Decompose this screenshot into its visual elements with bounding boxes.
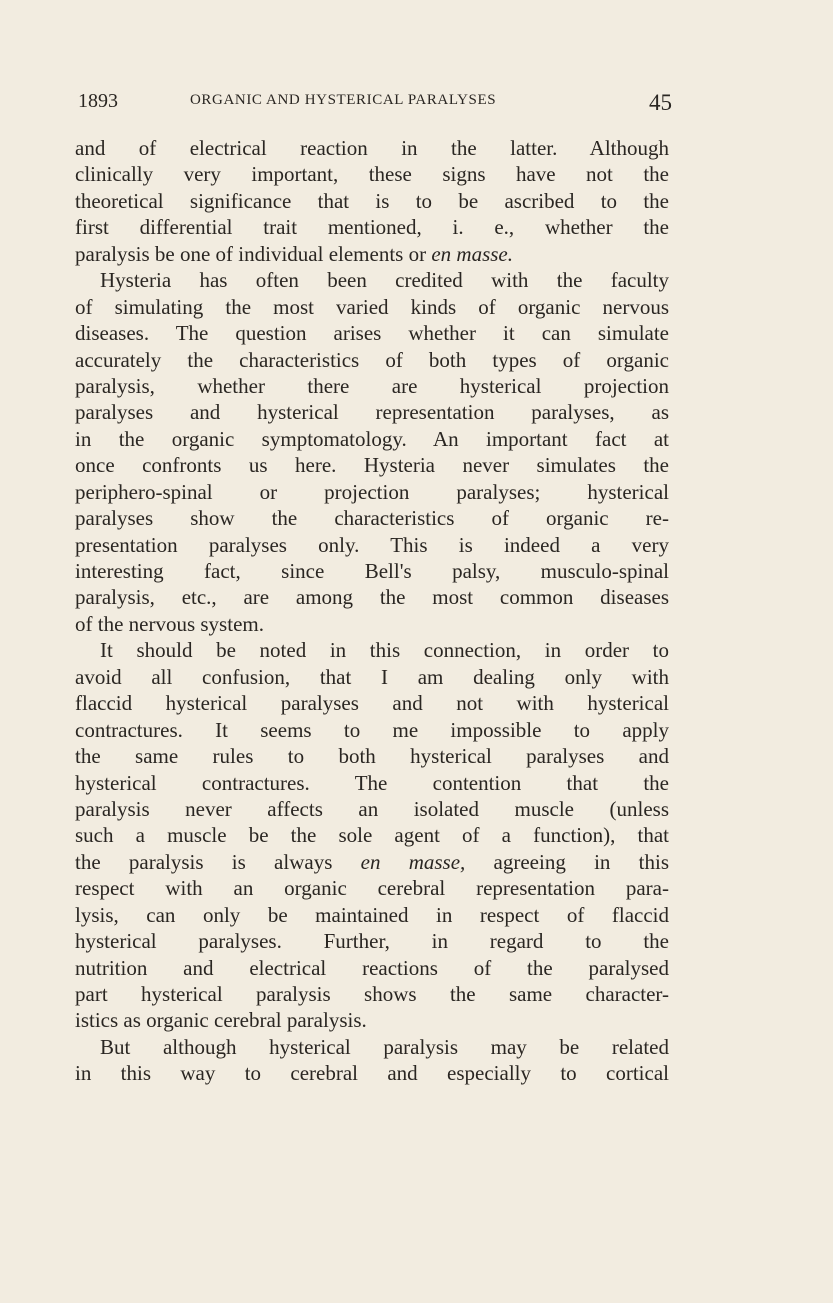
text-line bbox=[75, 347, 669, 373]
line-text: agreeing in this bbox=[465, 849, 669, 874]
line-text: contractures. It seems to me impossible to apply bbox=[75, 717, 669, 742]
line-text: But although hysterical paralysis may be related bbox=[100, 1034, 669, 1059]
line-text: once confronts us here. Hysteria never simulates the bbox=[75, 453, 669, 478]
body-text bbox=[75, 135, 669, 1087]
line-text: presentation paralyses only. This is indeed a very bbox=[75, 532, 669, 557]
text-line bbox=[75, 188, 669, 214]
text-line bbox=[75, 690, 669, 716]
text-line bbox=[75, 796, 669, 822]
line-text: accurately the characteristics of both types of organic bbox=[75, 347, 669, 372]
page-number: 45 bbox=[649, 90, 672, 115]
text-line bbox=[75, 399, 669, 425]
line-text: nutrition and electrical reactions of the paralysed bbox=[75, 955, 669, 980]
text-line bbox=[75, 664, 669, 690]
text-line bbox=[75, 532, 669, 558]
line-text: in this way to cerebral and especially to cortical bbox=[75, 1061, 669, 1086]
text-line bbox=[75, 479, 669, 505]
text-line bbox=[75, 1007, 669, 1033]
text-line bbox=[75, 161, 669, 187]
italic-phrase: en masse. bbox=[431, 241, 513, 266]
line-text: Hysteria has often been credited with the faculty bbox=[100, 268, 669, 293]
line-text: the paralysis is always bbox=[75, 849, 361, 874]
text-line bbox=[75, 584, 669, 610]
text-line bbox=[75, 373, 669, 399]
text-line bbox=[75, 241, 669, 267]
line-text: the same rules to both hysterical paralyses and bbox=[75, 744, 669, 769]
text-line bbox=[75, 214, 669, 240]
line-text: It should be noted in this connection, in order to bbox=[100, 638, 669, 663]
line-text: of the nervous system. bbox=[75, 611, 264, 636]
running-header bbox=[78, 86, 672, 116]
text-line bbox=[75, 928, 669, 954]
text-line bbox=[75, 902, 669, 928]
text-line bbox=[75, 875, 669, 901]
line-text: hysterical contractures. The contention that the bbox=[75, 770, 669, 795]
line-text: such a muscle be the sole agent of a function), that bbox=[75, 823, 669, 848]
line-text: periphero-spinal or projection paralyses; hysterical bbox=[75, 479, 669, 504]
line-text: paralysis be one of individual elements or bbox=[75, 241, 432, 266]
line-text: paralyses show the characteristics of organic re- bbox=[75, 506, 669, 531]
text-line bbox=[75, 849, 669, 875]
line-text: paralysis never affects an isolated muscle (unless bbox=[75, 796, 669, 821]
text-line bbox=[75, 505, 669, 531]
text-line bbox=[75, 135, 669, 161]
line-text: part hysterical paralysis shows the same character- bbox=[75, 982, 669, 1006]
text-line bbox=[75, 294, 669, 320]
line-text: respect with an organic cerebral representation para- bbox=[75, 876, 669, 901]
header-year: 1893 bbox=[78, 90, 118, 112]
text-line bbox=[75, 1060, 669, 1086]
line-text: hysterical paralyses. Further, in regard to the bbox=[75, 929, 669, 954]
text-line bbox=[75, 558, 669, 584]
line-text: and of electrical reaction in the latter. Although bbox=[75, 136, 669, 160]
line-text: of simulating the most varied kinds of organic nervous bbox=[75, 294, 669, 319]
line-text: avoid all confusion, that I am dealing only with bbox=[75, 664, 669, 689]
text-line bbox=[75, 955, 669, 981]
text-line bbox=[75, 611, 669, 637]
line-text: diseases. The question arises whether it can simulate bbox=[75, 321, 669, 346]
text-line bbox=[75, 637, 669, 663]
line-text: paralysis, whether there are hysterical projection bbox=[75, 373, 669, 398]
text-line bbox=[75, 426, 669, 452]
line-text: paralyses and hysterical representation paralyses, as bbox=[75, 400, 669, 425]
text-line bbox=[75, 822, 669, 848]
text-line bbox=[75, 981, 669, 1007]
line-text: flaccid hysterical paralyses and not with hysterical bbox=[75, 691, 669, 716]
text-line bbox=[75, 452, 669, 478]
text-line bbox=[75, 267, 669, 293]
text-line bbox=[75, 320, 669, 346]
line-text: in the organic symptomatology. An important fact at bbox=[75, 426, 669, 451]
running-title: ORGANIC AND HYSTERICAL PARALYSES bbox=[190, 92, 497, 108]
line-text: interesting fact, since Bell's palsy, musculo-spinal bbox=[75, 559, 669, 583]
line-text: lysis, can only be maintained in respect of flaccid bbox=[75, 902, 669, 927]
text-line bbox=[75, 770, 669, 796]
text-line bbox=[75, 1034, 669, 1060]
italic-phrase: en masse, bbox=[360, 849, 466, 874]
line-text: first differential trait mentioned, i. e., whether the bbox=[75, 215, 669, 240]
line-text: istics as organic cerebral paralysis. bbox=[75, 1008, 367, 1033]
line-text: clinically very important, these signs have not the bbox=[75, 162, 669, 187]
text-line bbox=[75, 743, 669, 769]
line-text: theoretical significance that is to be ascribed to the bbox=[75, 188, 669, 213]
text-line bbox=[75, 717, 669, 743]
line-text: paralysis, etc., are among the most common diseases bbox=[75, 585, 669, 610]
